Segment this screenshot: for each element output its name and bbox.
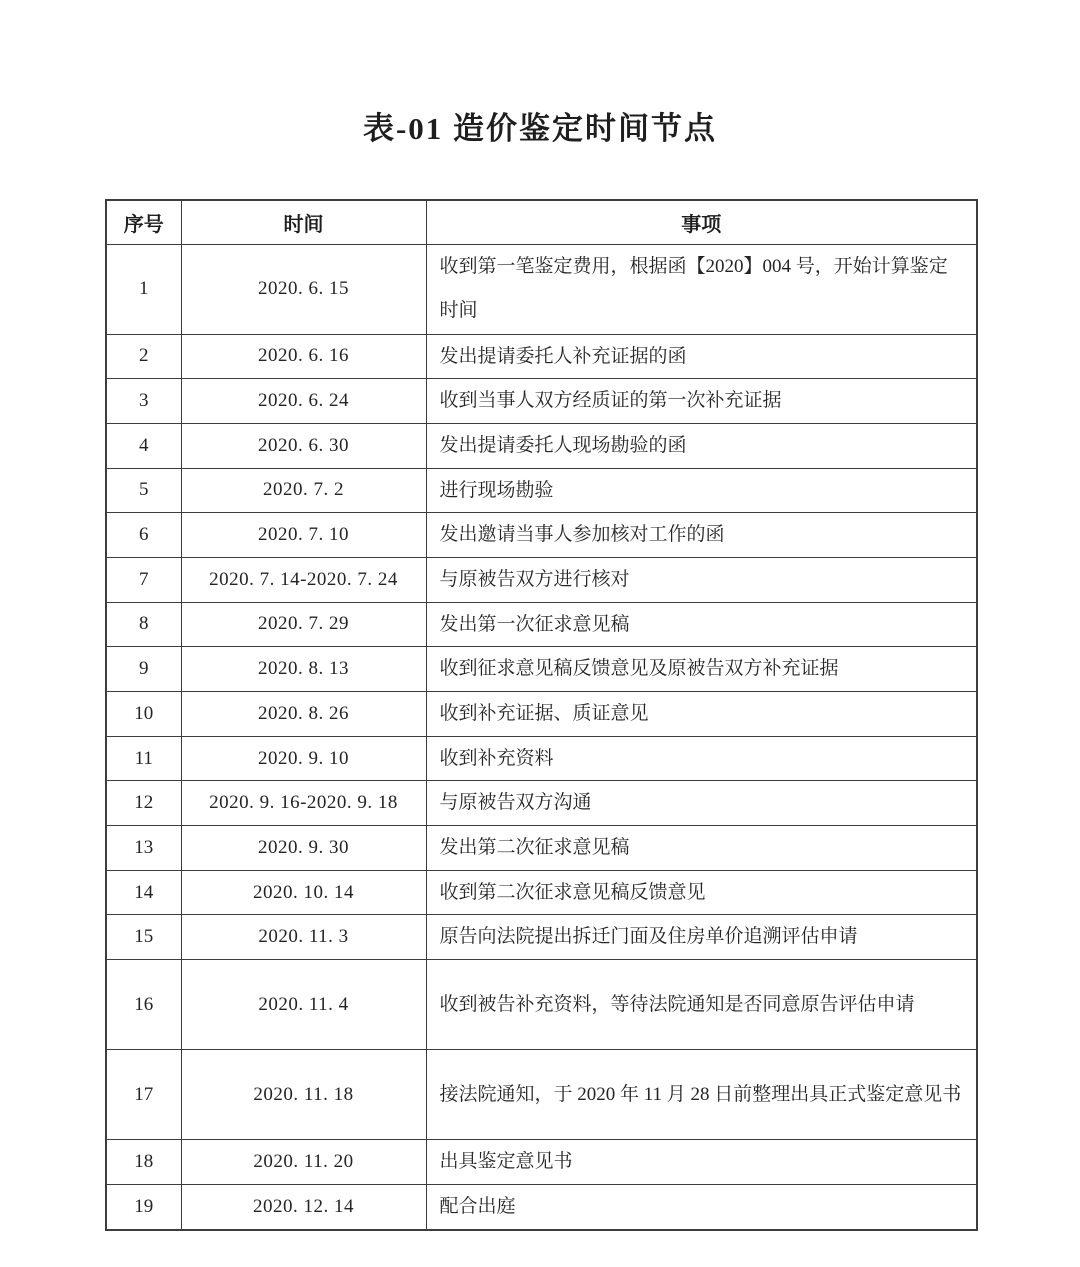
table-cell-no: 13 xyxy=(106,826,181,871)
table-row xyxy=(106,557,977,602)
table-cell-event: 发出提请委托人补充证据的函 xyxy=(426,334,977,379)
table-cell-event: 收到第一笔鉴定费用，根据函【2020】004 号，开始计算鉴定时间 xyxy=(426,244,977,334)
table-cell-event: 发出第一次征求意见稿 xyxy=(426,602,977,647)
table-cell-time: 2020. 6. 30 xyxy=(181,423,426,468)
table-cell-event: 发出提请委托人现场勘验的函 xyxy=(426,423,977,468)
table-row xyxy=(106,468,977,513)
table-cell-no: 4 xyxy=(106,423,181,468)
table-header xyxy=(106,200,977,244)
table-row xyxy=(106,423,977,468)
table-row xyxy=(106,826,977,871)
table-cell-event: 收到被告补充资料，等待法院通知是否同意原告评估申请 xyxy=(426,960,977,1050)
table-row xyxy=(106,647,977,692)
table-cell-time: 2020. 7. 2 xyxy=(181,468,426,513)
table-row xyxy=(106,1184,977,1229)
table-cell-no: 17 xyxy=(106,1050,181,1140)
table-cell-no: 12 xyxy=(106,781,181,826)
table-cell-no: 6 xyxy=(106,513,181,558)
table-cell-time: 2020. 8. 26 xyxy=(181,692,426,737)
table-cell-event: 收到当事人双方经质证的第一次补充证据 xyxy=(426,379,977,424)
table-cell-no: 19 xyxy=(106,1184,181,1229)
page-title: 表-01 造价鉴定时间节点 xyxy=(362,111,718,146)
table-cell-time: 2020. 9. 16-2020. 9. 18 xyxy=(181,781,426,826)
table-row xyxy=(106,781,977,826)
table-body xyxy=(106,244,977,1230)
table-row xyxy=(106,960,977,1050)
table-cell-no: 18 xyxy=(106,1140,181,1185)
table-cell-no: 8 xyxy=(106,602,181,647)
table-cell-time: 2020. 9. 30 xyxy=(181,826,426,871)
table-cell-event: 出具鉴定意见书 xyxy=(426,1140,977,1185)
table-cell-no: 11 xyxy=(106,736,181,781)
table-cell-no: 2 xyxy=(106,334,181,379)
table-row xyxy=(106,379,977,424)
timeline-table xyxy=(105,199,978,1231)
table-row xyxy=(106,736,977,781)
table-cell-time: 2020. 7. 29 xyxy=(181,602,426,647)
column-header-event: 事项 xyxy=(426,200,977,244)
table-row xyxy=(106,692,977,737)
table-cell-event: 收到征求意见稿反馈意见及原被告双方补充证据 xyxy=(426,647,977,692)
table-cell-event: 收到补充资料 xyxy=(426,736,977,781)
table-cell-event: 原告向法院提出拆迁门面及住房单价追溯评估申请 xyxy=(426,915,977,960)
table-row xyxy=(106,1050,977,1140)
table-cell-event: 发出第二次征求意见稿 xyxy=(426,826,977,871)
table-row xyxy=(106,244,977,334)
table-cell-no: 14 xyxy=(106,870,181,915)
table-cell-time: 2020. 6. 24 xyxy=(181,379,426,424)
table-cell-time: 2020. 6. 16 xyxy=(181,334,426,379)
table-cell-time: 2020. 7. 14-2020. 7. 24 xyxy=(181,557,426,602)
table-cell-no: 5 xyxy=(106,468,181,513)
column-header-no: 序号 xyxy=(106,200,181,244)
table-row xyxy=(106,1140,977,1185)
table-cell-time: 2020. 11. 18 xyxy=(181,1050,426,1140)
table-cell-event: 与原被告双方沟通 xyxy=(426,781,977,826)
table-row xyxy=(106,870,977,915)
table-cell-no: 16 xyxy=(106,960,181,1050)
table-cell-event: 收到第二次征求意见稿反馈意见 xyxy=(426,870,977,915)
table-cell-time: 2020. 11. 20 xyxy=(181,1140,426,1185)
table-cell-no: 3 xyxy=(106,379,181,424)
table-cell-no: 10 xyxy=(106,692,181,737)
table-cell-event: 发出邀请当事人参加核对工作的函 xyxy=(426,513,977,558)
table-row xyxy=(106,602,977,647)
table-cell-event: 配合出庭 xyxy=(426,1184,977,1229)
table-cell-time: 2020. 11. 4 xyxy=(181,960,426,1050)
table-cell-time: 2020. 10. 14 xyxy=(181,870,426,915)
table-cell-no: 1 xyxy=(106,244,181,334)
table-row xyxy=(106,334,977,379)
table-cell-no: 9 xyxy=(106,647,181,692)
table-cell-no: 7 xyxy=(106,557,181,602)
table-cell-time: 2020. 6. 15 xyxy=(181,244,426,334)
table-row xyxy=(106,915,977,960)
table-cell-time: 2020. 9. 10 xyxy=(181,736,426,781)
table-cell-no: 15 xyxy=(106,915,181,960)
table-cell-event: 收到补充证据、质证意见 xyxy=(426,692,977,737)
table-cell-event: 接法院通知，于 2020 年 11 月 28 日前整理出具正式鉴定意见书 xyxy=(426,1050,977,1140)
column-header-time: 时间 xyxy=(181,200,426,244)
table-cell-time: 2020. 7. 10 xyxy=(181,513,426,558)
table-cell-event: 进行现场勘验 xyxy=(426,468,977,513)
table-cell-event: 与原被告双方进行核对 xyxy=(426,557,977,602)
table-cell-time: 2020. 12. 14 xyxy=(181,1184,426,1229)
table-cell-time: 2020. 8. 13 xyxy=(181,647,426,692)
table-cell-time: 2020. 11. 3 xyxy=(181,915,426,960)
table-header-row xyxy=(106,200,977,244)
table-row xyxy=(106,513,977,558)
